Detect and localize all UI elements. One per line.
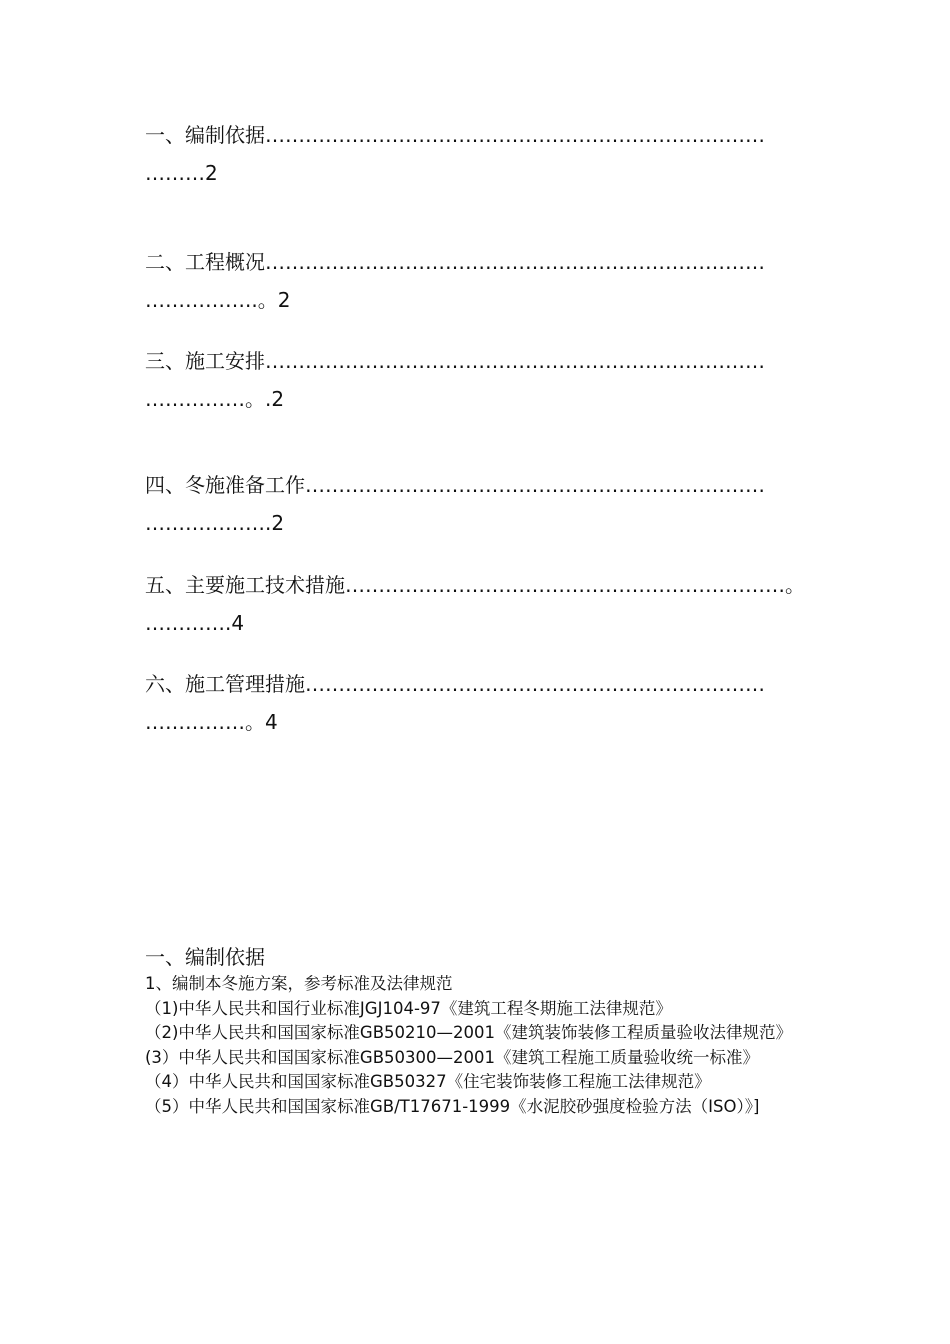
toc-entry-3[interactable]	[145, 342, 835, 418]
section-body	[145, 972, 815, 1119]
toc-leader: ……………………………………………………………	[305, 473, 765, 497]
reference-item-1: （1)中华人民共和国行业标准JGJ104-97《建筑工程冬期施工法律规范》	[145, 998, 672, 1018]
toc-entry-5[interactable]	[145, 566, 835, 642]
reference-item-4: （4）中华人民共和国国家标准GB50327《住宅装饰装修工程施工法律规范》	[145, 1072, 711, 1091]
toc-page-line: ………….4	[145, 611, 245, 635]
toc-page-line: ……………。.2	[145, 387, 285, 411]
toc-entry-4[interactable]	[145, 466, 835, 542]
toc-entry-2[interactable]	[145, 243, 835, 319]
toc-title: 一、编制依据	[145, 123, 265, 147]
toc-leader: …………………………………………………………。	[345, 573, 805, 597]
toc-title: 二、工程概况	[145, 250, 265, 274]
toc-title: 三、施工安排	[145, 349, 265, 373]
toc-entry-1[interactable]	[145, 116, 835, 192]
toc-title: 四、冬施准备工作	[145, 473, 305, 497]
reference-item-5: （5）中华人民共和国国家标准GB/T17671-1999《水泥胶砂强度检验方法（ISO）》]	[145, 1096, 760, 1116]
section-heading: 一、编制依据	[145, 945, 265, 969]
section-intro: 1、编制本冬施方案，参考标准及法律规范	[145, 974, 453, 993]
toc-page-line: ……………。4	[145, 710, 278, 734]
toc-entry-6[interactable]	[145, 665, 835, 741]
toc-leader: …………………………………………………………………	[265, 123, 765, 147]
reference-item-2: （2)中华人民共和国国家标准GB50210—2001《建筑装饰装修工程质量验收法律规范》	[145, 1023, 793, 1042]
toc-page-line: ……………….2	[145, 511, 285, 535]
reference-item-3: (3）中华人民共和国国家标准GB50300—2001《建筑工程施工质量验收统一标准》	[145, 1047, 760, 1067]
toc-leader: …………………………………………………………………	[265, 250, 765, 274]
toc-leader: …………………………………………………………………	[265, 349, 765, 373]
toc-page-line: ……………..。2	[145, 288, 291, 312]
toc-title: 六、施工管理措施	[145, 672, 305, 696]
toc-title: 五、主要施工技术措施	[145, 573, 345, 597]
toc-page-line: ………2	[145, 161, 218, 185]
toc-leader: ……………………………………………………………	[305, 672, 765, 696]
